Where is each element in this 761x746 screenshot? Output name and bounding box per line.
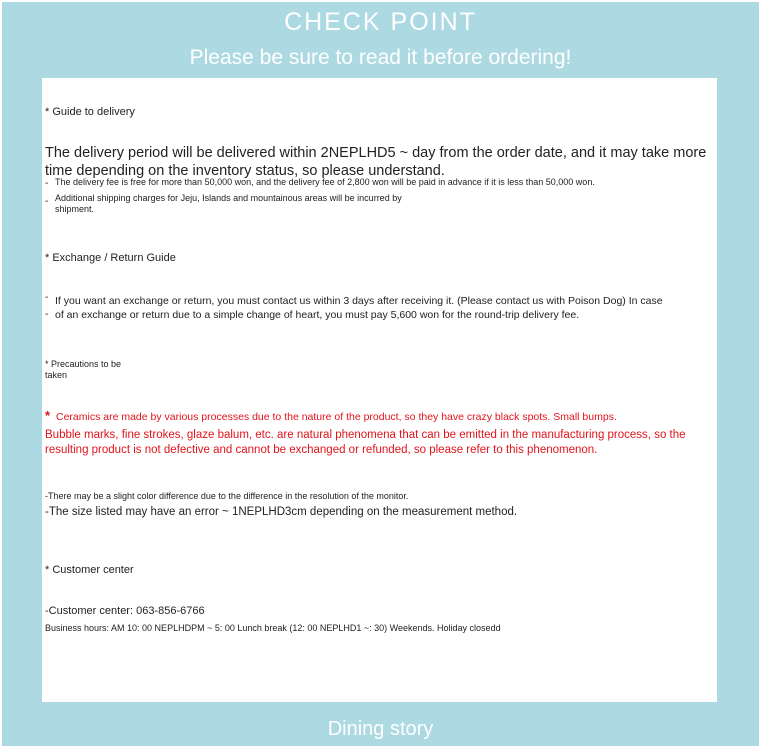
monitor-color-note: -There may be a slight color difference due to the difference in the resolution of the monitor.: [45, 491, 409, 501]
delivery-fee-note: The delivery fee is free for more than 50,000 won, and the delivery fee of 2,800 won will be paid in advance if it is less than 50,000 won.: [55, 177, 595, 187]
precaution-red-line-2: Bubble marks, fine strokes, glaze balum, etc. are natural phenomena that can be emitted in the manufacturing process, so the resulting product is not defective and cannot be exchanged or refunded, so please refer to this phenomenon.: [45, 429, 686, 456]
notice-frame: [2, 2, 759, 746]
delivery-heading: * Guide to delivery: [45, 106, 135, 118]
exchange-line-1: If you want an exchange or return, you must contact us within 3 days after receiving it. (Please contact us with Poison Dog) In case: [55, 295, 663, 307]
precautions-heading: * Precautions to be taken: [45, 359, 122, 380]
notice-panel: [42, 78, 717, 702]
page-subtitle: Please be sure to read it before ordering!: [189, 46, 572, 69]
bullet-dash: -: [45, 292, 49, 303]
customer-heading: * Customer center: [45, 564, 134, 576]
shipping-charges-note: Additional shipping charges for Jeju, Islands and mountainous areas will be incurred by shipment.: [55, 193, 402, 214]
business-hours: Business hours: AM 10: 00 NEPLHDPM ~ 5: 00 Lunch break (12: 00 NEPLHD1 ~: 30) Weekends. Holiday closedd: [45, 623, 501, 633]
bullet-dash: -: [45, 178, 49, 189]
delivery-main-text: The delivery period will be delivered within 2NEPLHD5 ~ day from the order date, and it may take more time depending on the inventory status, so please understand.: [45, 145, 707, 179]
exchange-heading: * Exchange / Return Guide: [45, 252, 176, 264]
brand-footer: Dining story: [327, 718, 434, 740]
size-error-note: -The size listed may have an error ~ 1NEPLHD3cm depending on the measurement method.: [45, 506, 518, 518]
bullet-dash: -: [45, 309, 49, 320]
exchange-line-2: of an exchange or return due to a simple change of heart, you must pay 5,600 won for the round-trip delivery fee.: [55, 309, 580, 321]
precaution-star: *: [45, 408, 51, 423]
bullet-dash: -: [45, 196, 49, 207]
precaution-red-line-1: Ceramics are made by various processes due to the nature of the product, so they have crazy black spots. Small bumps.: [56, 411, 617, 423]
page-title: CHECK POINT: [284, 8, 477, 36]
customer-phone: -Customer center: 063-856-6766: [45, 605, 205, 617]
